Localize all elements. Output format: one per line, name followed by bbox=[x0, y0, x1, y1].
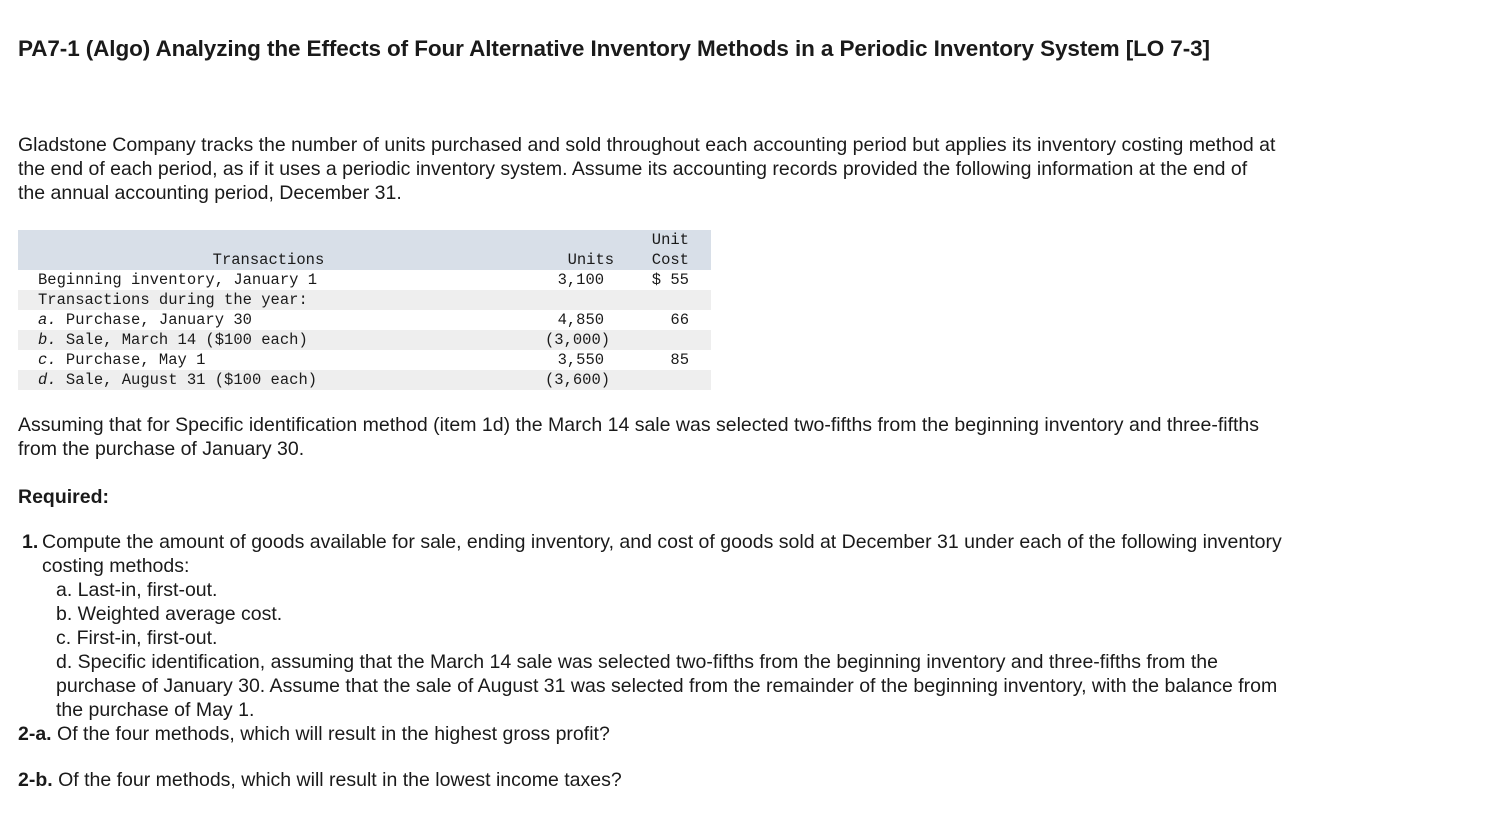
requirement-1c: c. First-in, first-out. bbox=[56, 627, 218, 649]
table-row bbox=[18, 290, 711, 310]
requirement-2b bbox=[18, 768, 1288, 792]
table-header-row bbox=[18, 250, 711, 270]
header-unit-cost-line2: Cost bbox=[651, 251, 689, 269]
row-description: Sale, August 31 ($100 each) bbox=[56, 371, 318, 389]
required-heading: Required: bbox=[18, 486, 110, 508]
requirement-1a: a. Last-in, first-out. bbox=[56, 579, 218, 601]
row-unit-cost bbox=[622, 370, 711, 390]
row-description: Transactions during the year: bbox=[38, 291, 308, 309]
requirement-1 bbox=[18, 530, 1288, 722]
row-units: (3,000) bbox=[544, 331, 611, 349]
table-row bbox=[18, 270, 711, 290]
requirement-2a bbox=[18, 722, 1288, 746]
header-transactions: Transactions bbox=[212, 251, 325, 269]
table-row bbox=[18, 310, 711, 330]
row-description: Beginning inventory, January 1 bbox=[38, 271, 318, 289]
requirements-list bbox=[18, 530, 1288, 792]
row-label: b. bbox=[38, 331, 57, 349]
row-label: c. bbox=[38, 351, 57, 369]
table-row bbox=[18, 370, 711, 390]
table-row bbox=[18, 330, 711, 350]
requirement-2a-number: 2-a. bbox=[18, 723, 52, 745]
intro-paragraph: Gladstone Company tracks the number of units purchased and sold throughout each accounting period but applies its inventory costing method at the end of each period, as if it uses a periodic inventory system. Assume its accounting records provided the following information at the end of the annual accounting period, December 31. bbox=[18, 134, 1276, 204]
row-label: d. bbox=[38, 371, 57, 389]
row-label: a. bbox=[38, 311, 57, 329]
row-description: Purchase, May 1 bbox=[56, 351, 206, 369]
inventory-transactions-table bbox=[18, 230, 711, 390]
row-description: Sale, March 14 ($100 each) bbox=[56, 331, 308, 349]
requirement-1b: b. Weighted average cost. bbox=[56, 603, 283, 625]
row-unit-cost bbox=[622, 290, 711, 310]
row-unit-cost: 85 bbox=[670, 351, 689, 369]
row-units bbox=[499, 290, 622, 310]
table-row bbox=[18, 350, 711, 370]
requirement-2a-text: Of the four methods, which will result in the highest gross profit? bbox=[51, 723, 610, 745]
requirement-1-text: Compute the amount of goods available for sale, ending inventory, and cost of goods sold at December 31 under each of the following inventory costing methods: bbox=[42, 531, 1282, 577]
requirement-2b-text: Of the four methods, which will result in the lowest income taxes? bbox=[52, 769, 622, 791]
row-unit-cost bbox=[622, 330, 711, 350]
row-unit-cost: $ 55 bbox=[651, 271, 689, 289]
table-header-row-top bbox=[18, 230, 711, 250]
row-units: 4,850 bbox=[557, 311, 605, 329]
assumption-paragraph: Assuming that for Specific identification method (item 1d) the March 14 sale was selected two-fifths from the beginning inventory and three-fifths from the purchase of January 30. bbox=[18, 414, 1260, 460]
row-unit-cost: 66 bbox=[670, 311, 689, 329]
row-units: (3,600) bbox=[544, 371, 611, 389]
requirement-2b-number: 2-b. bbox=[18, 769, 53, 791]
problem-title: PA7-1 (Algo) Analyzing the Effects of Four Alternative Inventory Methods in a Periodic Inventory System [LO 7-3] bbox=[18, 36, 1210, 61]
row-description: Purchase, January 30 bbox=[56, 311, 252, 329]
header-unit-cost-line1: Unit bbox=[651, 231, 689, 249]
header-units: Units bbox=[567, 251, 615, 269]
requirement-1-number: 1. bbox=[22, 531, 39, 553]
requirement-1d: d. Specific identification, assuming that the March 14 sale was selected two-fifths from the beginning inventory and three-fifths from the purchase of January 30. Assume that the sale of August 31 was selected from the remainder of the beginning inventory, with the balance from the purchase of May 1. bbox=[56, 651, 1278, 721]
row-units: 3,100 bbox=[557, 271, 605, 289]
row-units: 3,550 bbox=[557, 351, 605, 369]
